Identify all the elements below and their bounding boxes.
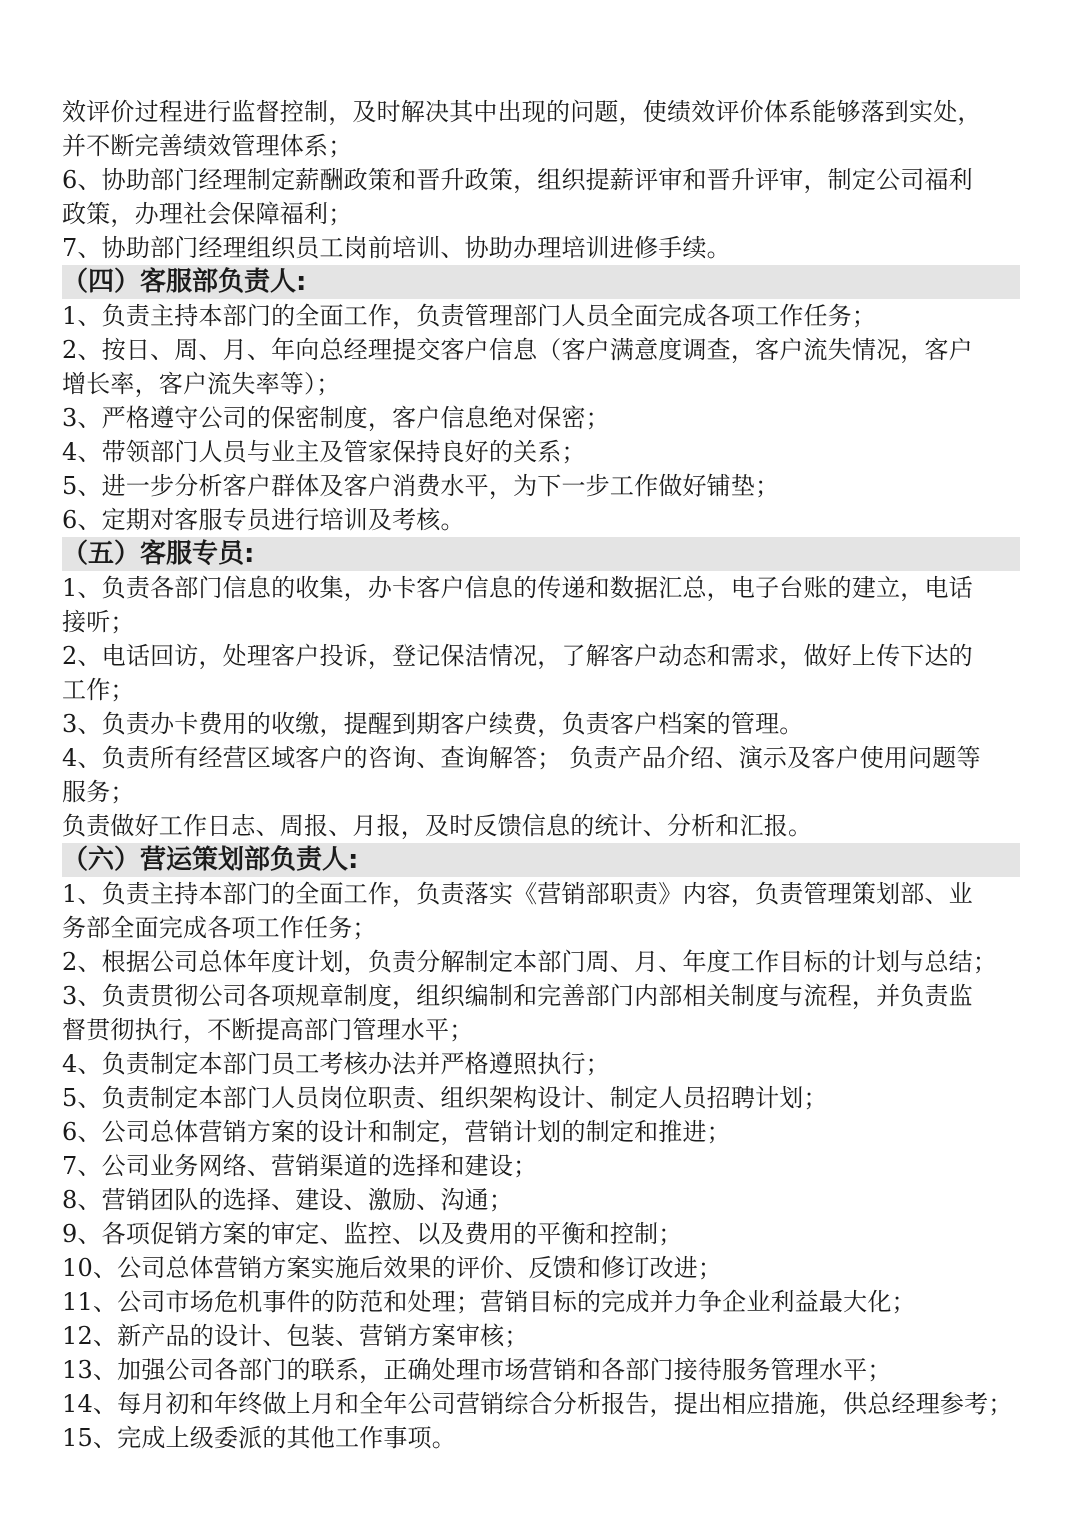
text-line: 负责做好工作日志、周报、月报，及时反馈信息的统计、分析和汇报。 [62,812,813,840]
text-line: 2、根据公司总体年度计划，负责分解制定本部门周、月、年度工作目标的计划与总结； [62,948,998,976]
text-line: 13、加强公司各部门的联系，正确处理市场营销和各部门接待服务管理水平； [62,1356,892,1384]
text-line: 1、负责主持本部门的全面工作，负责管理部门人员全面完成各项工作任务； [62,302,877,330]
intro-block [62,95,1020,265]
text-line: 4、负责所有经营区域客户的咨询、查询解答； 负责产品介绍、演示及客户使用问题等 [62,744,981,772]
section-customer-service-head [62,265,1020,537]
text-line: 6、公司总体营销方案的设计和制定，营销计划的制定和推进； [62,1118,731,1146]
text-line: 并不断完善绩效管理体系； [62,132,353,160]
text-line: 11、公司市场危机事件的防范和处理；营销目标的完成并力争企业利益最大化； [62,1288,916,1316]
document-page [62,95,1020,1455]
text-line: 7、公司业务网络、营销渠道的选择和建设； [62,1152,538,1180]
text-line: 8、营销团队的选择、建设、激励、沟通； [62,1186,514,1214]
text-line: 1、负责各部门信息的收集，办卡客户信息的传递和数据汇总，电子台账的建立，电话 [62,574,973,602]
text-line: 12、新产品的设计、包装、营销方案审核； [62,1322,529,1350]
text-line: 1、负责主持本部门的全面工作，负责落实《营销部职责》内容，负责管理策划部、业 [62,880,973,908]
text-line: 14、每月初和年终做上月和全年公司营销综合分析报告，提出相应措施，供总经理参考； [62,1390,1013,1418]
text-line: 3、严格遵守公司的保密制度，客户信息绝对保密； [62,404,610,432]
text-line: 4、负责制定本部门员工考核办法并严格遵照执行； [62,1050,610,1078]
text-line: 4、带领部门人员与业主及管家保持良好的关系； [62,438,586,466]
text-line: 2、按日、周、月、年向总经理提交客户信息（客户满意度调查，客户流失情况，客户 [62,336,973,364]
section-operations-planning-head [62,843,1020,1455]
text-line: 6、定期对客服专员进行培训及考核。 [62,506,465,534]
text-line: 9、各项促销方案的审定、监控、以及费用的平衡和控制； [62,1220,683,1248]
text-line: 5、进一步分析客户群体及客户消费水平，为下一步工作做好铺垫； [62,472,780,500]
text-line: 3、负责贯彻公司各项规章制度，组织编制和完善部门内部相关制度与流程，并负责监 [62,982,973,1010]
text-line: 效评价过程进行监督控制，及时解决其中出现的问题，使绩效评价体系能够落到实处， [62,98,982,126]
text-line: 工作； [62,676,135,704]
text-line: 增长率，客户流失率等）； [62,370,341,398]
section-heading: （四）客服部负责人: [62,265,1020,299]
text-line: 15、完成上级委派的其他工作事项。 [62,1424,456,1452]
text-line: 务部全面完成各项工作任务； [62,914,377,942]
text-line: 服务； [62,778,135,806]
text-line: 接听； [62,608,135,636]
text-line: 5、负责制定本部门人员岗位职责、组织架构设计、制定人员招聘计划； [62,1084,828,1112]
text-line: 督贯彻执行，不断提高部门管理水平； [62,1016,474,1044]
text-line: 6、协助部门经理制定薪酬政策和晋升政策，组织提薪评审和晋升评审，制定公司福利 [62,166,973,194]
text-line: 3、负责办卡费用的收缴，提醒到期客户续费，负责客户档案的管理。 [62,710,804,738]
text-line: 政策，办理社会保障福利； [62,200,353,228]
text-line: 7、协助部门经理组织员工岗前培训、协助办理培训进修手续。 [62,234,731,262]
section-heading: （六）营运策划部负责人: [62,843,1020,877]
section-customer-service-specialist [62,537,1020,843]
text-line: 2、电话回访，处理客户投诉，登记保洁情况，了解客户动态和需求，做好上传下达的 [62,642,973,670]
section-heading: （五）客服专员: [62,537,1020,571]
text-line: 10、公司总体营销方案实施后效果的评价、反馈和修订改进； [62,1254,723,1282]
